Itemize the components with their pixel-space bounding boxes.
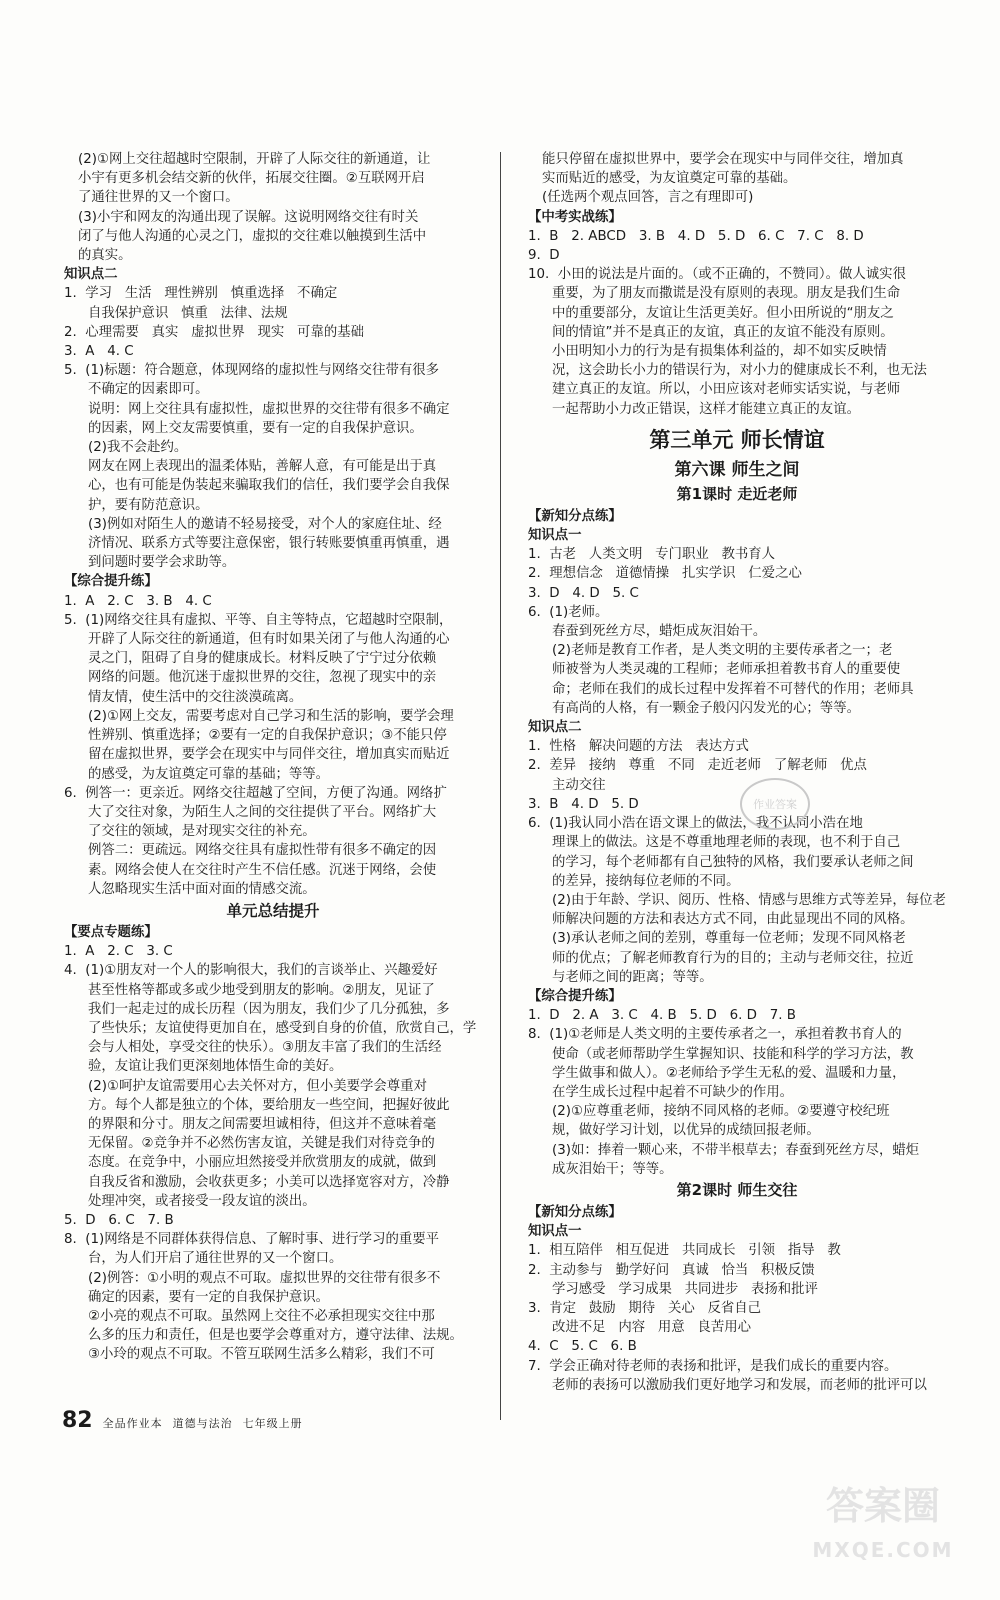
section-title: 第六课 师生之间 [674, 459, 800, 480]
page-number: 82 [62, 1408, 93, 1433]
answer-line: 的界限和分寸。朋友之间需要坦诚相待，但这并不意味着毫 [88, 1116, 437, 1132]
answer-line: 一起帮助小力改正错误，这样才能建立真正的友谊。 [552, 401, 860, 417]
answer-line: ②小亮的观点不可取。虽然网上交往不必承担现实交往中那 [88, 1308, 435, 1324]
answer-line: 有高尚的人格，有一颗金子般闪闪发光的心；等等。 [552, 700, 860, 716]
answer-line: 大了交往对象，为陌生人之间的交往提供了平台。网络扩大 [88, 804, 437, 820]
footer-subject: 道德与法治 [172, 1417, 233, 1430]
answer-line: 不确定的因素即可。 [88, 382, 209, 398]
answer-line: 学生做事和做人）。②老师给予学生无私的爱、温暖和力量， [552, 1065, 906, 1081]
answer-line: (2)①呵护友谊需要用心去关怀对方，但小美要学会尊重对 [88, 1078, 427, 1094]
exercise-heading: 【新知分点练】 [528, 1204, 622, 1220]
answer-line: 主动交往 [552, 777, 606, 793]
answer-line: 8. (1)①老师是人类文明的主要传承者之一，承担着教书育人的 [528, 1027, 902, 1043]
answer-line: 网友在网上表现出的温柔体贴，善解人意，有可能是出于真 [88, 459, 437, 475]
right-column [528, 150, 946, 1395]
answer-line: 2. 主动参与 勤学好问 真诚 恰当 积极反馈 [528, 1262, 815, 1278]
answer-line: (任选两个观点回答，言之有理即可) [542, 190, 754, 206]
answer-line: (2)①应尊重老师，接纳不同风格的老师。②要遵守校纪班 [552, 1104, 890, 1120]
knowledge-point-heading: 知识点一 [528, 528, 582, 544]
answer-line: 我们一起走过的成长历程（因为朋友，我们少了几分孤独，多 [88, 1001, 450, 1017]
answer-line: 8. (1)网络是不同群体获得信息、了解时事、进行学习的重要平 [64, 1232, 440, 1248]
answer-line: 与老师之间的距离；等等。 [552, 969, 713, 985]
answer-line: 的因素，网上交友需要慎重，要有一定的自我保护意识。 [88, 420, 423, 436]
answer-line: 的感受，为友谊奠定可靠的基础；等等。 [88, 766, 330, 782]
answer-line: (2)由于年龄、学识、阅历、性格、情感与思维方式等差异，每位老 [552, 892, 946, 908]
answer-line: 小田明知小力的行为是有损集体利益的，却不如实反映情 [552, 344, 887, 360]
answer-line: 人忽略现实生活中面对面的情感交流。 [88, 881, 316, 897]
answer-line: 2. 差异 接纳 尊重 不同 走近老师 了解老师 优点 [528, 758, 867, 774]
answer-line: 性辨别、慎重选择；②要有一定的自我保护意识；③不能只停 [88, 728, 447, 744]
knowledge-point-heading: 知识点二 [64, 267, 118, 283]
answer-line: (2)①网上交友，需要考虑对自己学习和生活的影响，要学会理 [88, 708, 454, 724]
answer-line: 6. (1)老师。 [528, 604, 609, 620]
answer-line: 学习感受 学习成果 共同进步 表扬和批评 [552, 1281, 818, 1297]
answer-line: 师被誉为人类灵魂的工程师；老师承担着教书育人的重要使 [552, 662, 901, 678]
answer-line: 5. D 6. C 7. B [64, 1212, 174, 1228]
answer-line: (3)承认老师之间的差别，尊重每一位老师；发现不同风格老 [552, 931, 906, 947]
answer-line: (2)例答：①小明的观点不可取。虚拟世界的交往带有很多不 [88, 1270, 441, 1286]
answer-line: 2. 心理需要 真实 虚拟世界 现实 可靠的基础 [64, 324, 365, 340]
answer-line: 春蚕到死丝方尽，蜡炬成灰泪始干。 [552, 624, 767, 640]
answer-line: 确定的因素，要有一定的自我保护意识。 [88, 1289, 330, 1305]
answer-line: 网络的问题。他沉迷于虚拟世界的交往，忽视了现实中的亲 [88, 670, 437, 686]
answer-line: 1. B 2. ABCD 3. B 4. D 5. D 6. C 7. C 8. D [528, 228, 864, 244]
answer-line: 1. 相互陪伴 相互促进 共同成长 引领 指导 教 [528, 1243, 841, 1259]
exercise-heading: 【要点专题练】 [64, 924, 158, 940]
answer-line: (3)例如对陌生人的邀请不轻易接受，对个人的家庭住址、经 [88, 516, 442, 532]
answer-line: 3. B 4. D 5. D [528, 796, 639, 812]
answer-line: 3. 肯定 鼓励 期待 关心 反省自己 [528, 1300, 762, 1316]
answer-line: 实而贴近的感受，为友谊奠定可靠的基础。 [542, 171, 797, 187]
watermark-logo-url: MXQE.COM [812, 1538, 954, 1562]
answer-line: 小宇有更多机会结交新的伙伴，拓展交往圈。②互联网开启 [78, 171, 425, 187]
answer-line: 规，做好学习计划，以优异的成绩回报老师。 [552, 1123, 820, 1139]
answer-line: 了交往的领域，是对现实交往的补充。 [88, 824, 316, 840]
answer-line: 重要，为了朋友而撒谎是没有原则的表现。朋友是我们生命 [552, 286, 901, 302]
answer-line: 无保留。②竞争并不必然伤害友谊，关键是我们对待竞争的 [88, 1136, 435, 1152]
answer-line: 理课上的做法。这是不尊重地理老师的表现，也不利于自己 [552, 835, 901, 851]
answer-line: 说明：网上交往具有虚拟性，虚拟世界的交往带有很多不确定 [88, 401, 450, 417]
watermark-logo [808, 1484, 958, 1584]
answer-line: ③小玲的观点不可取。不管互联网生活多么精彩，我们不可 [88, 1347, 435, 1363]
answer-line: 护，要有防范意识。 [88, 497, 209, 513]
knowledge-point-heading: 知识点一 [528, 1224, 582, 1240]
column-divider [500, 152, 501, 1420]
answer-line: 3. D 4. D 5. C [528, 585, 639, 601]
answer-line: 济情况、联系方式等要注意保密，银行转账要慎重再慎重，遇 [88, 536, 450, 552]
answer-line: 1. D 2. A 3. C 4. B 5. D 6. D 7. B [528, 1008, 796, 1024]
answer-line: 师的优点；了解老师教育行为的目的；主动与老师交往，拉近 [552, 950, 914, 966]
section-title: 第2课时 师生交往 [676, 1180, 798, 1199]
answer-line: 态度。在竞争中，小丽应坦然接受并欣赏朋友的成就，做到 [88, 1155, 437, 1171]
answer-line: 方。每个人都是独立的个体，要给朋友一些空间，把握好彼此 [88, 1097, 450, 1113]
answer-line: 灵之门，阻碍了自身的健康成长。材料反映了宁宁过分依赖 [88, 651, 437, 667]
answer-line: 心，也有可能是伪装起来骗取我们的信任，我们要学会自我保 [88, 478, 450, 494]
answer-line: 2. 理想信念 道德情操 扎实学识 仁爱之心 [528, 566, 802, 582]
answer-line: 建立真正的友谊。所以，小田应该对老师实话实说，与老师 [552, 382, 901, 398]
answer-line: 命；老师在我们的成长过程中发挥着不可替代的作用；老师具 [552, 681, 914, 697]
answer-line: 间的情谊”并不是真正的友谊，真正的友谊不能没有原则。 [552, 324, 894, 340]
answer-line: 6. 例答一：更亲近。网络交往超越了空间，方便了沟通。网络扩 [64, 785, 447, 801]
answer-line: 使命（或老师帮助学生掌握知识、技能和科学的学习方法，教 [552, 1046, 914, 1062]
answer-line: 1. 学习 生活 理性辨别 慎重选择 不确定 [64, 286, 338, 302]
footer-book-title: 全品作业本 [102, 1417, 163, 1430]
answer-line: 么多的压力和责任，但是也要学会尊重对方，遵守法律、法规。 [88, 1328, 463, 1344]
answer-line: 9. D [528, 248, 560, 264]
watermark-stamp [740, 778, 810, 830]
page-footer [62, 1408, 303, 1436]
exercise-heading: 【新知分点练】 [528, 508, 622, 524]
answer-line: (2)老师是教育工作者，是人类文明的主要传承者之一；老 [552, 643, 893, 659]
answer-line: (3)小宇和网友的沟通出现了误解。这说明网络交往有时关 [78, 209, 419, 225]
answer-line: 素。网络会使人在交往时产生不信任感。沉迷于网络，会使 [88, 862, 437, 878]
answer-line: 1. A 2. C 3. B 4. C [64, 593, 212, 609]
answer-line: 开辟了人际交往的新通道，但有时如果关闭了与他人沟通的心 [88, 632, 450, 648]
answer-line: 4. (1)①朋友对一个人的影响很大，我们的言谈举止、兴趣爱好 [64, 963, 438, 979]
answer-line: 情友情，使生活中的交往淡漠疏离。 [88, 689, 303, 705]
answer-line: 4. C 5. C 6. B [528, 1339, 637, 1355]
knowledge-point-heading: 知识点二 [528, 720, 582, 736]
answer-line: 了些快乐；友谊使得更加自在，感受到自身的价值，欣赏自己，学 [88, 1020, 477, 1036]
exercise-heading: 【综合提升练】 [528, 988, 622, 1004]
answer-line: 台，为人们开启了通往世界的又一个窗口。 [88, 1251, 343, 1267]
answer-line: 1. 性格 解决问题的方法 表达方式 [528, 739, 749, 755]
answer-line: 中的重要部分，友谊让生活更美好。但小田所说的“朋友之 [552, 305, 894, 321]
answer-line: 1. 古老 人类文明 专门职业 教书育人 [528, 547, 776, 563]
answer-line: 自我反省和激励，会收获更多；小美可以选择宽容对方，冷静 [88, 1174, 450, 1190]
answer-line: 1. A 2. C 3. C [64, 944, 173, 960]
answer-line: 能只停留在虚拟世界中，要学会在现实中与同伴交往，增加真 [542, 152, 904, 167]
left-column [64, 150, 482, 1365]
footer-grade: 七年级上册 [242, 1417, 303, 1430]
answer-line: 7. 学会正确对待老师的表扬和批评，是我们成长的重要内容。 [528, 1358, 898, 1374]
answer-line: 10. 小田的说法是片面的。（或不正确的，不赞同）。做人诚实很 [528, 267, 906, 283]
answer-line: 在学生成长过程中起着不可缺少的作用。 [552, 1084, 794, 1100]
answer-line: 例答二：更疏远。网络交往具有虚拟性带有很多不确定的因 [88, 843, 437, 859]
answer-line: 的真实。 [78, 248, 132, 264]
watermark-logo-text: 答案圈 [825, 1484, 940, 1528]
answer-line: 3. A 4. C [64, 344, 134, 360]
answer-line: 的差异，接纳每位老师的不同。 [552, 873, 740, 889]
answer-line: 5. (1)标题：符合题意，体现网络的虚拟性与网络交往带有很多 [64, 363, 440, 379]
answer-line: 5. (1)网络交往具有虚拟、平等、自主等特点，它超越时空限制， [64, 612, 453, 628]
answer-line: 改进不足 内容 用意 良苦用心 [552, 1320, 751, 1336]
answer-line: 到问题时要学会求助等。 [88, 555, 236, 571]
answer-line: 甚至性格等都或多或少地受到朋友的影响。②朋友，见证了 [88, 982, 435, 998]
answer-line: 自我保护意识 慎重 法律、法规 [88, 305, 288, 321]
answer-line: 了通往世界的又一个窗口。 [78, 190, 239, 206]
answer-line: (3)如：捧着一颗心来，不带半根草去；春蚕到死丝方尽，蜡炬 [552, 1142, 920, 1158]
answer-line: 闭了与他人沟通的心灵之门，虚拟的交往难以触摸到生活中 [78, 228, 427, 244]
exercise-heading: 【综合提升练】 [64, 574, 158, 590]
answer-line: 的学习，每个老师都有自己独特的风格，我们要承认老师之间 [552, 854, 914, 870]
section-title: 第三单元 师长情谊 [649, 427, 825, 452]
answer-line: (2)①网上交往超越时空限制，开辟了人际交往的新通道，让 [78, 152, 431, 167]
answer-line: 会与人相处，享受交往的快乐）。③朋友丰富了我们的生活经 [88, 1040, 442, 1056]
answer-line: 老师的表扬可以激励我们更好地学习和发展，而老师的批评可以 [552, 1377, 927, 1393]
section-title: 第1课时 走近老师 [676, 484, 798, 503]
watermark-stamp-text: 作业答案 [753, 798, 797, 811]
answer-line: 验，友谊让我们更深刻地体悟生命的美好。 [88, 1059, 343, 1075]
answer-line: 留在虚拟世界，要学会在现实中与同伴交往，增加真实而贴近 [88, 747, 450, 763]
section-title: 单元总结提升 [226, 901, 320, 920]
answer-line: 6. (1)我认同小浩在语文课上的做法，我不认同小浩在地 [528, 816, 863, 832]
answer-line: 成灰泪始干；等等。 [552, 1161, 673, 1177]
answer-line: (2)我不会赴约。 [88, 440, 188, 456]
exercise-heading: 【中考实战练】 [528, 209, 622, 225]
answer-line: 师解决问题的方法和表达方式不同，由此显现出不同的风格。 [552, 912, 914, 928]
answer-line: 况，这会助长小力的错误行为，对小力的健康成长不利，也无法 [552, 363, 927, 379]
answer-line: 处理冲突，或者接受一段友谊的淡出。 [88, 1193, 316, 1209]
